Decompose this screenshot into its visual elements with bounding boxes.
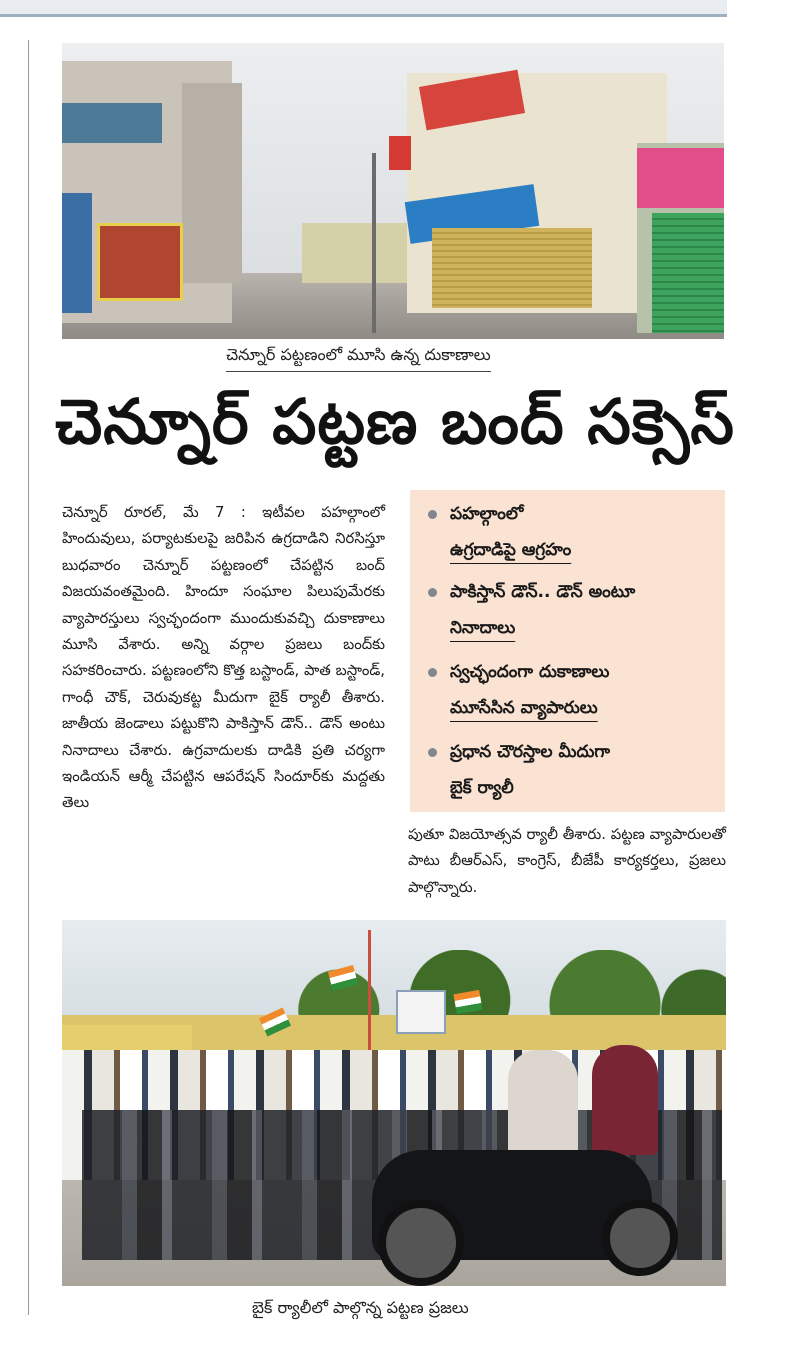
headline: చెన్నూర్ పట్టణ బంద్ సక్సెస్	[55, 385, 735, 458]
photo1-caption: చెన్నూర్ పట్టణంలో మూసి ఉన్న దుకాణాలు	[226, 345, 491, 372]
bullet-icon	[428, 668, 437, 677]
bike-rally-photo	[62, 920, 726, 1286]
photo2-caption: బైక్ ర్యాలీలో పాల్గొన్న పట్టణ ప్రజలు	[252, 1298, 469, 1317]
bullet-icon	[428, 748, 437, 757]
street-photo	[62, 43, 724, 339]
article-body-left-column: చెన్నూర్ రూరల్, మే 7 : ఇటీవల పహల్గాంలో హిందువులు, పర్యాటకులపై జరిపిన ఉగ్రదాడిని నిరసిస్తూ బుధవారం చెన్నూర్ పట్టణంలో చేపట్టిన బంద్ విజయవంతమైంది. హిందూ సంఘాల పిలుపుమేరకు వ్యాపారస్తులు స్వచ్ఛందంగా ముందుకువచ్చి దుకాణాలు మూసి వేశారు. అన్ని వర్గాల ప్రజలు బంద్‌కు సహకరించారు. పట్టణంలోని కొత్త బస్టాండ్, పాత బస్టాండ్, గాంధీ చౌక్, చెరువుకట్ట మీదుగా బైక్ ర్యాలీ తీశారు. జాతీయ జెండాలు పట్టుకొని పాకిస్తాన్ డౌన్.. డౌన్ అంటు నినాదాలు చేశారు. ఉగ్రవాదులకు దాడికి ప్రతి చర్యగా ఇండియన్ ఆర్మీ చేపట్టిన ఆపరేషన్ సిందూర్‌కు మద్దతు తెలు	[62, 504, 385, 812]
article-body-right-column: పుతూ విజయోత్సవ ర్యాలీ తీశారు. పట్టణ వ్యాపారులతో పాటు బీఆర్ఎస్, కాంగ్రెస్, బీజేపీ కార్యకర్తలు, ప్రజలు పాల్గొన్నారు.	[408, 826, 726, 896]
bullet-icon	[428, 588, 437, 597]
column-rule	[28, 40, 29, 1315]
bullet-icon	[428, 510, 437, 519]
highlights-box: పహల్గాంలో ఉగ్రదాడిపై ఆగ్రహం పాకిస్తాన్ డౌన్.. డౌన్ అంటూ నినాదాలు స్వచ్ఛందంగా దుకాణాలు మూసేసిన వ్యాపారులు ప్రధాన చౌరస్తాల మీదుగా బైక్ ర్యాలీ	[410, 490, 725, 812]
page-top-bar	[0, 0, 727, 17]
